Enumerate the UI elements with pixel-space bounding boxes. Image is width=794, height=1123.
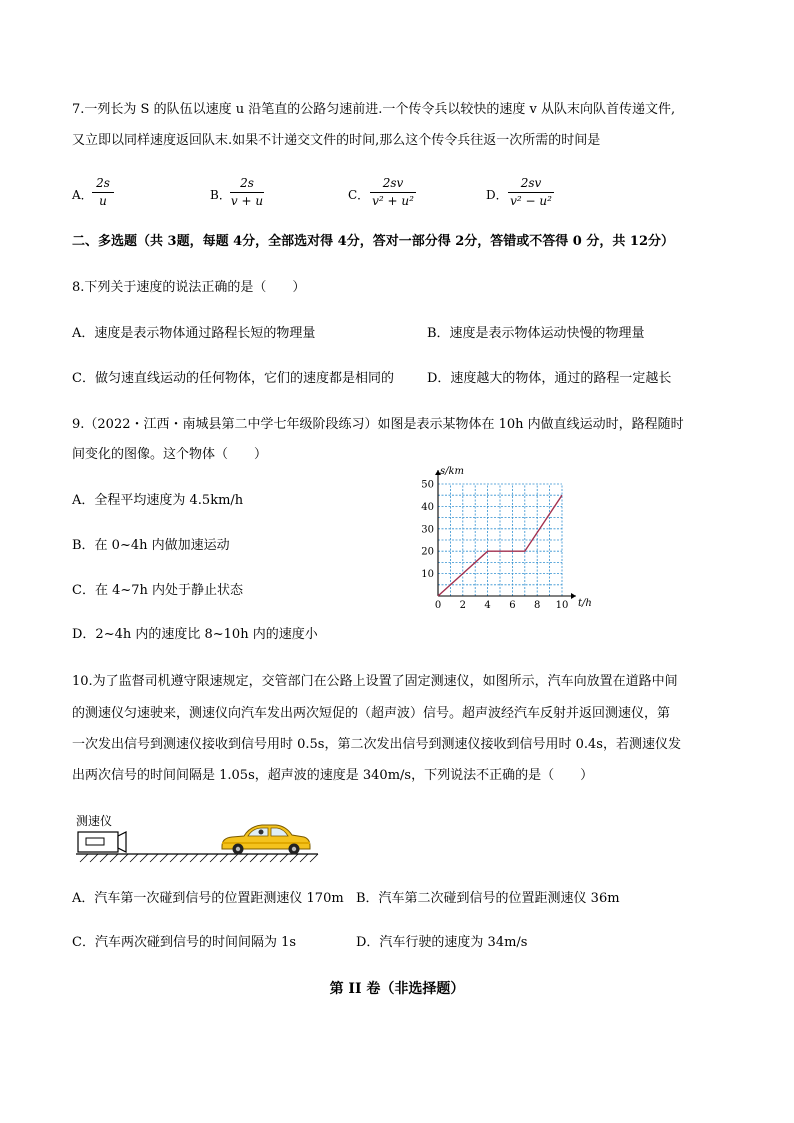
y-tick-label: 20: [421, 546, 434, 558]
q8-option-b[interactable]: B．速度是表示物体运动快慢的物理量: [427, 326, 645, 341]
car-icon: [222, 825, 310, 855]
denominator: v + u: [230, 194, 264, 208]
x-axis-arrow: [571, 593, 576, 599]
numerator: 2sv: [370, 176, 416, 193]
numerator: 2sv: [508, 176, 554, 193]
q10-stem-line2: 的测速仪匀速驶来，测速仪向汽车发出两次短促的（超声波）信号。超声波经汽车反射并返回测速仪，第: [72, 706, 671, 721]
q9-stem-line2: 间变化的图像。这个物体（ ）: [72, 447, 268, 462]
y-tick-label: 30: [421, 524, 434, 536]
q7-stem-line1: 7.一列长为 S 的队伍以速度 u 沿笔直的公路匀速前进.一个传令兵以较快的速度 v 从队末向队首传递文件,: [72, 102, 676, 117]
x-tick-label: 8: [534, 600, 541, 611]
q7-option-b-fraction: [230, 176, 264, 208]
distance-time-chart: [418, 460, 598, 618]
q7-option-b[interactable]: [210, 186, 231, 203]
speed-detector-label: 测速仪: [76, 814, 113, 828]
option-letter: D．: [486, 188, 508, 202]
x-tick-label: 4: [484, 600, 491, 611]
denominator: v² − u²: [510, 194, 552, 208]
q9-option-a[interactable]: A．全程平均速度为 4.5km/h: [72, 493, 244, 508]
q7-stem-line2: 又立即以同样速度返回队末.如果不计递交文件的时间,那么这个传令兵往返一次所需的时间是: [72, 133, 601, 148]
q10-option-d[interactable]: D．汽车行驶的速度为 34m/s: [356, 935, 528, 950]
part-two-title: 第 II 卷（非选择题）: [329, 981, 465, 997]
q7-option-c-fraction: [370, 176, 416, 208]
denominator: u: [99, 194, 107, 208]
q10-option-c[interactable]: C．汽车两次碰到信号的时间间隔为 1s: [72, 935, 297, 950]
q8-option-c[interactable]: C．做匀速直线运动的任何物体，它们的速度都是相同的: [72, 371, 394, 386]
q10-option-a[interactable]: A．汽车第一次碰到信号的位置距测速仪 170m: [72, 891, 344, 906]
numerator: 2s: [92, 176, 114, 193]
q9-option-b[interactable]: B．在 0~4h 内做加速运动: [72, 538, 230, 553]
x-tick-label: 2: [459, 600, 466, 611]
q8-stem: 8.下列关于速度的说法正确的是（ ）: [72, 280, 306, 295]
q7-option-d[interactable]: [486, 186, 508, 203]
y-tick-label: 50: [421, 479, 434, 491]
q10-stem-line4: 出两次信号的时间间隔是 1.05s，超声波的速度是 340m/s，下列说法不正确的是（ ）: [72, 768, 594, 783]
option-letter: C．: [348, 188, 370, 202]
q10-stem-line1: 10.为了监督司机遵守限速规定，交管部门在公路上设置了固定测速仪，如图所示，汽车向放置在道路中间: [72, 674, 678, 689]
q9-stem-line1: 9.（2022・江西・南城县第二中学七年级阶段练习）如图是表示某物体在 10h 内做直线运动时，路程随时: [72, 417, 684, 432]
option-letter: B．: [210, 188, 231, 202]
x-tick-label: 6: [509, 600, 516, 611]
numerator: 2s: [230, 176, 264, 193]
q10-stem-line3: 一次发出信号到测速仪接收到信号用时 0.5s，第二次发出信号到测速仪接收到信号用时 0.4s，若测速仪发: [72, 737, 681, 752]
x-tick-label: 10: [555, 600, 569, 611]
q7-option-c[interactable]: [348, 186, 369, 203]
y-tick-label: 10: [421, 569, 434, 581]
q9-option-d[interactable]: D．2~4h 内的速度比 8~10h 内的速度小: [72, 627, 318, 642]
denominator: v² + u²: [372, 194, 414, 208]
speed-detector-illustration: [72, 818, 322, 866]
road-ground: [76, 854, 318, 862]
q10-option-b[interactable]: B．汽车第二次碰到信号的位置距测速仪 36m: [356, 891, 620, 906]
chart-x-axis-label: t/h: [578, 598, 592, 609]
section-heading-multiple-choice: 二、多选题（共 3题，每题 4分，全部选对得 4分，答对一部分得 2分，答错或不答得 0 分，共 12分）: [72, 234, 674, 249]
speed-detector-icon: [78, 832, 126, 852]
q8-option-d[interactable]: D．速度越大的物体，通过的路程一定越长: [427, 371, 672, 386]
q8-option-a[interactable]: A．速度是表示物体通过路程长短的物理量: [72, 326, 316, 341]
q7-option-a[interactable]: [72, 186, 93, 203]
y-tick-label: 40: [421, 501, 434, 513]
q7-option-a-fraction: [92, 176, 114, 208]
q7-option-d-fraction: [508, 176, 554, 208]
q9-option-c[interactable]: C．在 4~7h 内处于静止状态: [72, 583, 244, 598]
option-letter: A．: [72, 188, 93, 202]
x-tick-label: 0: [434, 600, 442, 611]
chart-y-axis-label: s/km: [440, 466, 465, 477]
